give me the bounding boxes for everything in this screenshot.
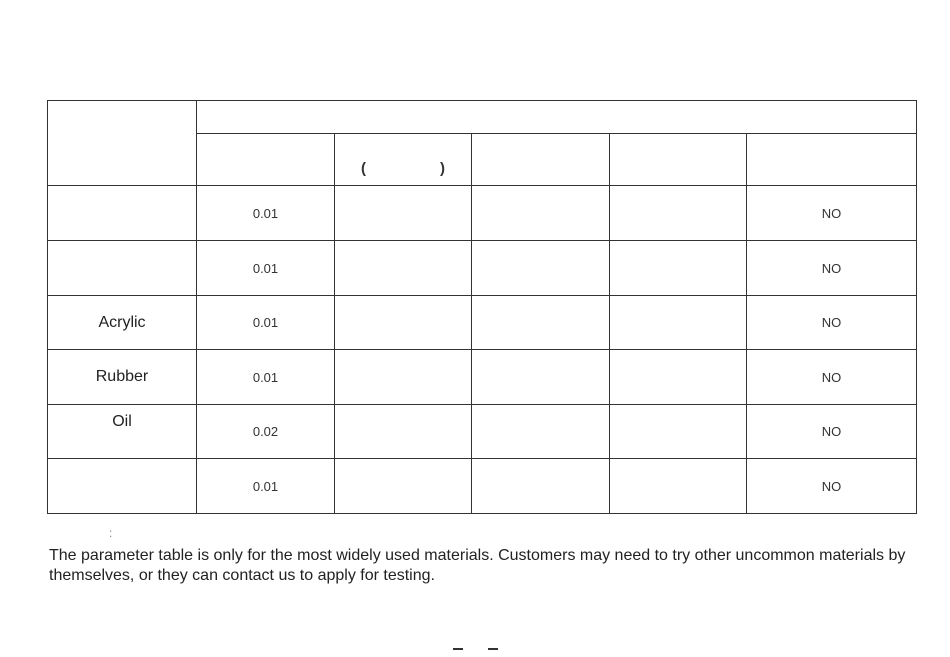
empty-cell [610,241,747,296]
header-material-cell [48,101,197,186]
status-cell: NO [747,296,917,350]
empty-cell [472,405,610,459]
status-cell: NO [747,241,917,296]
table-row [48,459,917,514]
table-row [48,241,917,296]
empty-cell [472,459,610,514]
empty-cell [335,296,472,350]
material-cell: Rubber [48,350,197,405]
header-paren-open: ( [361,160,366,177]
header-col-3 [472,134,610,186]
empty-cell [610,405,747,459]
material-cell [48,241,197,296]
empty-cell [610,350,747,405]
value-cell: 0.01 [197,186,335,241]
table-row [48,186,917,241]
value-cell: 0.02 [197,405,335,459]
page-mark-right [488,648,498,650]
material-cell: Acrylic [48,296,197,350]
empty-cell [472,186,610,241]
note-text: The parameter table is only for the most widely used materials. Customers may need to try other uncommon materials by themselves, or they can contact us to apply for testing. [49,547,906,584]
note-label-colon: : [109,526,113,540]
material-cell [48,459,197,514]
empty-cell [335,186,472,241]
header-col-4 [610,134,747,186]
parameter-table [47,100,917,514]
header-col-5 [747,134,917,186]
header-paren-close: ) [440,160,445,177]
empty-cell [335,459,472,514]
status-cell: NO [747,459,917,514]
empty-cell [335,241,472,296]
empty-cell [610,459,747,514]
status-cell: NO [747,405,917,459]
value-cell: 0.01 [197,241,335,296]
value-cell: 0.01 [197,296,335,350]
table-row [48,350,917,405]
value-cell: 0.01 [197,350,335,405]
empty-cell [610,296,747,350]
empty-cell [610,186,747,241]
table-row [48,296,917,350]
header-group-cell [197,101,917,134]
empty-cell [472,296,610,350]
empty-cell [335,350,472,405]
page-mark-left [453,648,463,650]
empty-cell [335,405,472,459]
status-cell: NO [747,186,917,241]
status-cell: NO [747,350,917,405]
table-row [48,405,917,459]
header-col-1 [197,134,335,186]
header-col-2 [335,134,472,186]
material-cell: Oil [48,405,197,459]
material-cell [48,186,197,241]
header-row-top [48,101,917,134]
empty-cell [472,350,610,405]
value-cell: 0.01 [197,459,335,514]
empty-cell [472,241,610,296]
